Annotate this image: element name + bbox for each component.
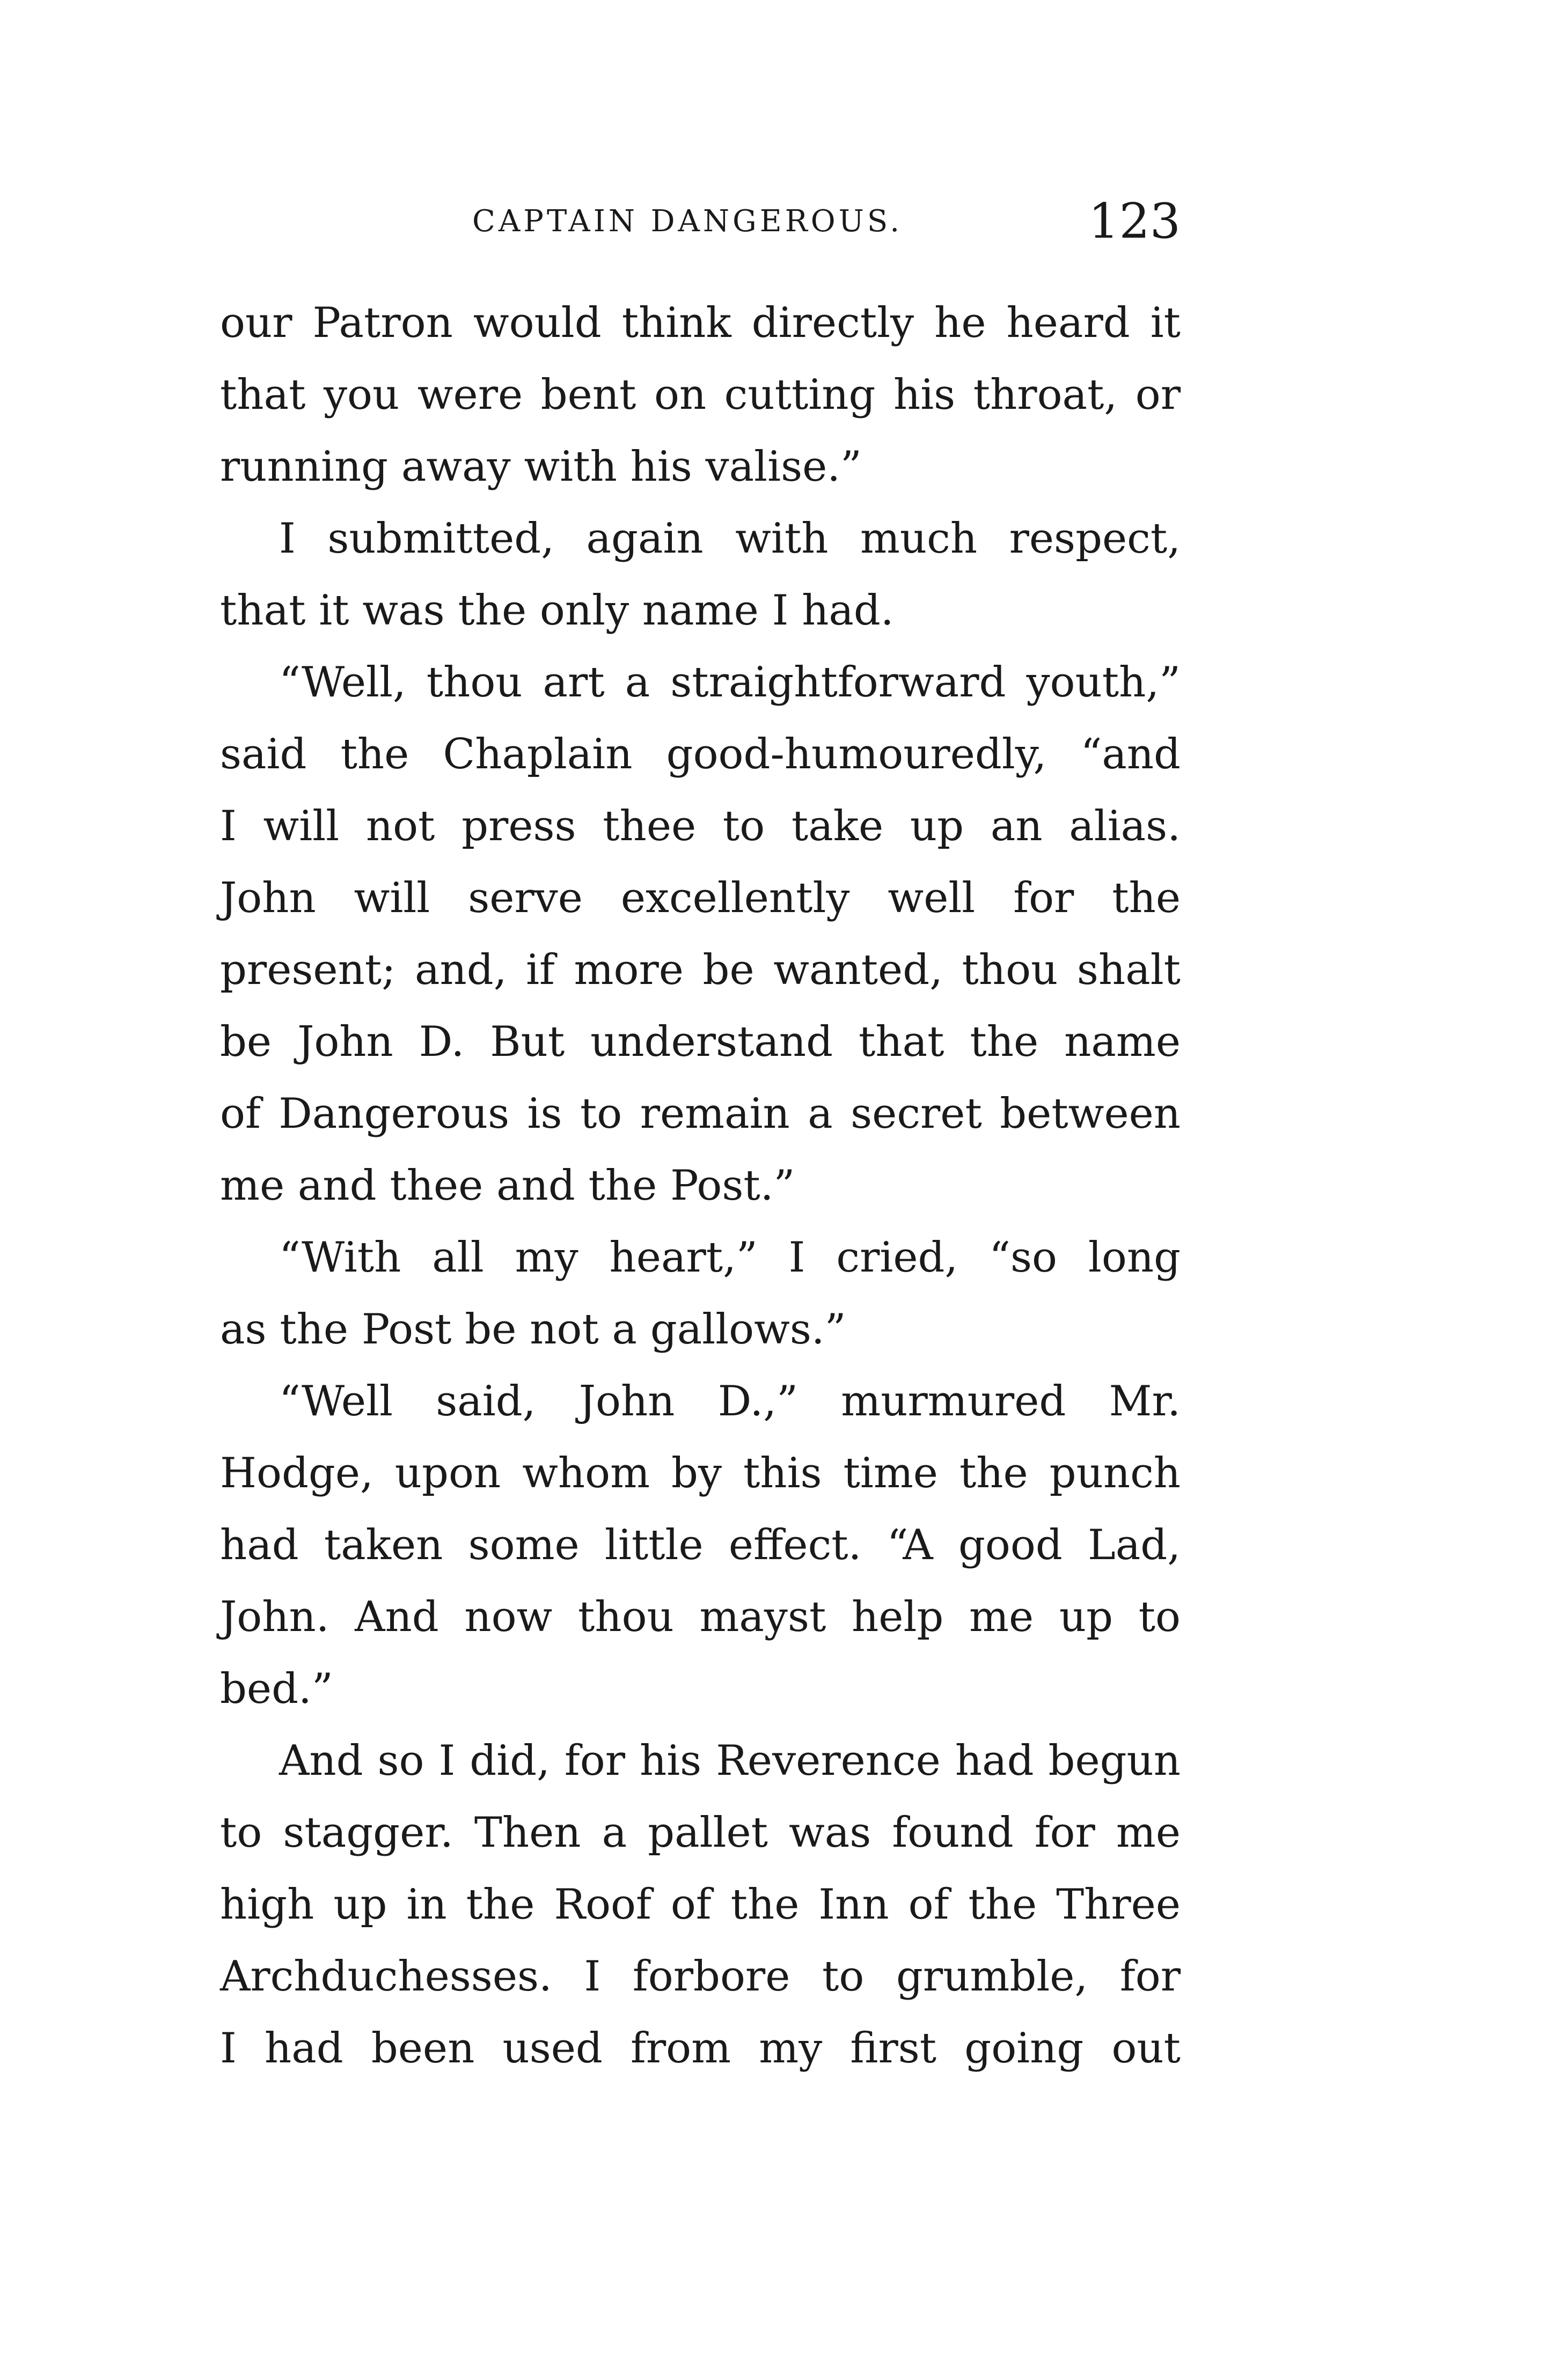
running-title: CAPTAIN DANGEROUS. — [472, 204, 903, 239]
text-line: that it was the only name I had. — [220, 586, 894, 635]
text-line: “Well, thou art a straightforward youth,” — [279, 658, 1181, 707]
text-line: that you were bent on cutting his throat, or — [220, 371, 1181, 419]
text-line: And so I did, for his Reverence had begun — [279, 1737, 1181, 1785]
running-head — [472, 193, 1202, 252]
text-line: our Patron would think directly he heard it — [220, 299, 1181, 347]
text-line: I will not press thee to take up an alias. — [220, 802, 1181, 850]
text-line: Archduchesses. I forbore to grumble, for — [220, 1952, 1181, 2001]
text-line: bed.” — [220, 1665, 333, 1713]
text-line: “With all my heart,” I cried, “so long — [279, 1233, 1181, 1282]
text-line: running away with his valise.” — [220, 443, 862, 491]
text-line: John will serve excellently well for the — [220, 874, 1181, 922]
text-line: I submitted, again with much respect, — [279, 515, 1181, 563]
text-line: John. And now thou mayst help me up to — [220, 1593, 1181, 1641]
text-line: to stagger. Then a pallet was found for me — [220, 1809, 1181, 1857]
text-line: of Dangerous is to remain a secret between — [220, 1090, 1181, 1138]
text-line: “Well said, John D.,” murmured Mr. — [279, 1377, 1181, 1426]
text-line: had taken some little effect. “A good Lad, — [220, 1521, 1181, 1569]
body-text — [220, 287, 1181, 2084]
text-line: I had been used from my first going out — [220, 2024, 1181, 2073]
text-line: as the Post be not a gallows.” — [220, 1305, 846, 1354]
text-line: present; and, if more be wanted, thou shalt — [220, 946, 1181, 994]
page-number: 123 — [1088, 193, 1181, 249]
text-line: me and thee and the Post.” — [220, 1162, 795, 1210]
text-line: be John D. But understand that the name — [220, 1018, 1181, 1066]
text-line: said the Chaplain good-humouredly, “and — [220, 730, 1181, 778]
text-line: Hodge, upon whom by this time the punch — [220, 1449, 1181, 1497]
text-line: high up in the Roof of the Inn of the Three — [220, 1881, 1181, 1929]
